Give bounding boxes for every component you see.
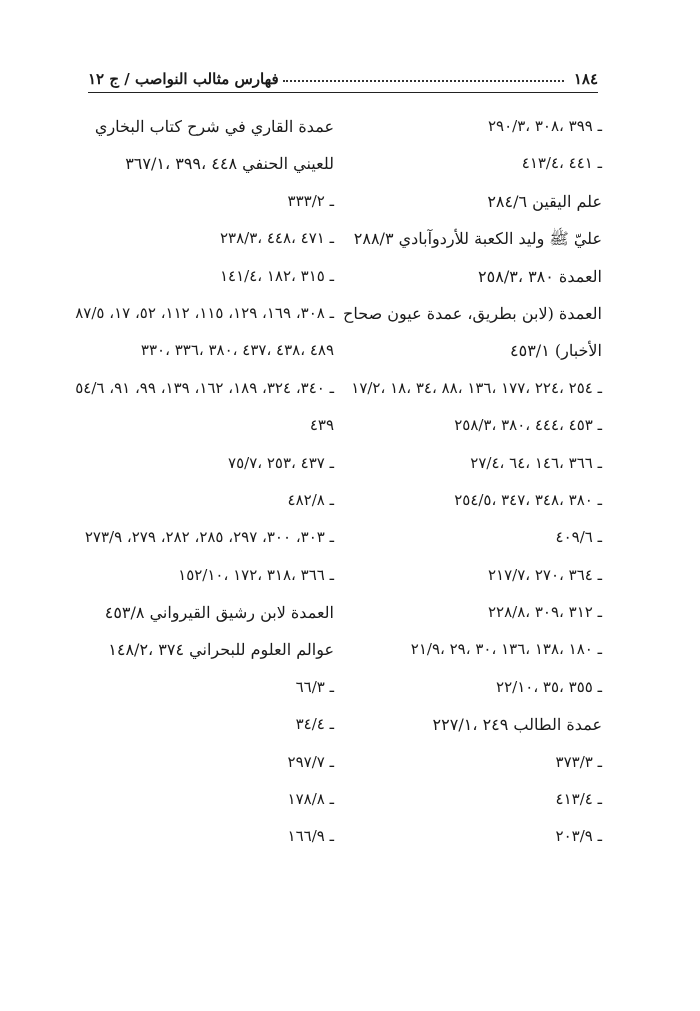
running-title: فهارس مثالب النواصب / ج ١٢ bbox=[88, 70, 279, 88]
index-entry: ـ ٣٦٦ ،٣١٨ ،١٧٢ ،١٥٢/١٠ bbox=[178, 565, 334, 584]
index-entry: ٤٣٩ bbox=[309, 416, 334, 435]
index-entry: ـ ١٦٦/٩ bbox=[287, 827, 334, 846]
index-entry: ـ ٣٨٠ ،٣٤٨ ،٣٤٧ ،٢٥٤/٥ bbox=[454, 490, 602, 509]
page-number: ١٨٤ bbox=[573, 70, 598, 88]
index-entry: ـ ٣٩٩ ،٣٠٨ ،٢٩٠/٣ bbox=[487, 117, 602, 135]
index-entry: ـ ٤٨٢/٨ bbox=[287, 490, 334, 509]
index-entry: ـ ٣٤/٤ bbox=[295, 715, 334, 734]
index-entry: عليّ ﷺ وليد الكعبة للأردوآبادي ٢٨٨/٣ bbox=[353, 229, 602, 249]
index-entry: ـ ٣٦٤ ،٢٧٠ ،٢١٧/٧ bbox=[487, 565, 602, 584]
index-entry: ـ ٣٥٥ ،٣٥ ،٢٢/١٠ bbox=[496, 677, 602, 696]
index-entry: ـ ٣٠٨، ١٦٩، ١٢٩، ١١٥، ١١٢، ٥٢، ١٧، ٨٧/٥ bbox=[75, 303, 334, 322]
index-entry: ـ ٣١٢ ،٣٠٩ ،٢٢٨/٨ bbox=[487, 603, 602, 622]
index-entry: ـ ٣٠٣، ٣٠٠، ٢٩٧، ٢٨٥، ٢٨٢، ٢٧٩، ٢٧٣/٩ bbox=[84, 528, 334, 547]
index-entry: ـ ٢٥٤ ،٢٢٤ ،١٧٧ ،١٣٦ ،٨٨ ،٣٤ ،١٨ ،١٧/٢ bbox=[351, 378, 602, 397]
index-entry: العمدة (لابن بطريق، عمدة عيون صحاح bbox=[343, 303, 602, 323]
index-entry: ـ ٤٧١ ،٤٤٨ ،٢٣٨/٣ bbox=[219, 229, 334, 248]
index-entry: للعيني الحنفي ٤٤٨ ،٣٩٩ ،٣٦٧/١ bbox=[125, 154, 334, 174]
index-entry: عمدة الطالب ٢٤٩ ،٢٢٧/١ bbox=[432, 715, 602, 735]
index-entry: ـ ٢٠٣/٩ bbox=[555, 827, 602, 846]
header-rule bbox=[88, 92, 598, 93]
index-entry: ـ ٤٣٧ ،٢٥٣ ،٧٥/٧ bbox=[228, 453, 334, 472]
index-entry: الأخبار) ٤٥٣/١ bbox=[510, 341, 602, 361]
index-entry: ـ ٣٧٣/٣ bbox=[555, 752, 602, 771]
index-entry: ـ ٣٣٣/٢ bbox=[287, 191, 334, 210]
index-entry: علم اليقين ٢٨٤/٦ bbox=[487, 191, 602, 211]
header-leader-dots bbox=[283, 80, 564, 82]
index-entry: عوالم العلوم للبحراني ٣٧٤ ،١٤٨/٢ bbox=[108, 640, 334, 660]
index-column-left bbox=[75, 108, 334, 856]
index-entry: ـ ٣١٥ ،١٨٢ ،١٤١/٤ bbox=[219, 266, 334, 285]
index-entry: عمدة القاري في شرح كتاب البخاري bbox=[94, 117, 334, 136]
index-entry: ـ ١٨٠ ،١٣٨ ،١٣٦ ،٣٠ ،٢٩ ،٢١/٩ bbox=[410, 640, 602, 659]
index-entry: ـ ٤٥٣ ،٤٤٤ ،٣٨٠ ،٢٥٨/٣ bbox=[454, 416, 602, 435]
index-entry: ـ ٦٦/٣ bbox=[295, 677, 334, 696]
index-entry: ـ ٤١٣/٤ bbox=[555, 790, 602, 809]
page-header bbox=[88, 62, 598, 88]
index-entry: ـ ٣٤٠، ٣٢٤، ١٨٩، ١٦٢، ١٣٩، ٩٩، ٩١، ٥٤/٦ bbox=[75, 378, 334, 397]
index-entry: ـ ٢٩٧/٧ bbox=[287, 752, 334, 771]
index-entry: ـ ٣٦٦ ،١٤٦ ،٦٤ ،٢٧/٤ bbox=[470, 453, 602, 472]
index-entry: ٤٨٩ ،٤٣٨ ،٤٣٧ ،٣٨٠ ،٣٣٦ ،٣٣٠ bbox=[140, 341, 334, 360]
index-entry: العمدة ٣٨٠ ،٢٥٨/٣ bbox=[478, 266, 602, 286]
index-entry: ـ ١٧٨/٨ bbox=[287, 790, 334, 809]
index-entry: ـ ٤٠٩/٦ bbox=[555, 528, 602, 547]
index-entry: العمدة لابن رشيق القيرواني ٤٥٣/٨ bbox=[104, 603, 334, 623]
index-entry: ـ ٤٤١ ،٤١٣/٤ bbox=[521, 154, 602, 173]
index-column-right bbox=[343, 108, 602, 856]
